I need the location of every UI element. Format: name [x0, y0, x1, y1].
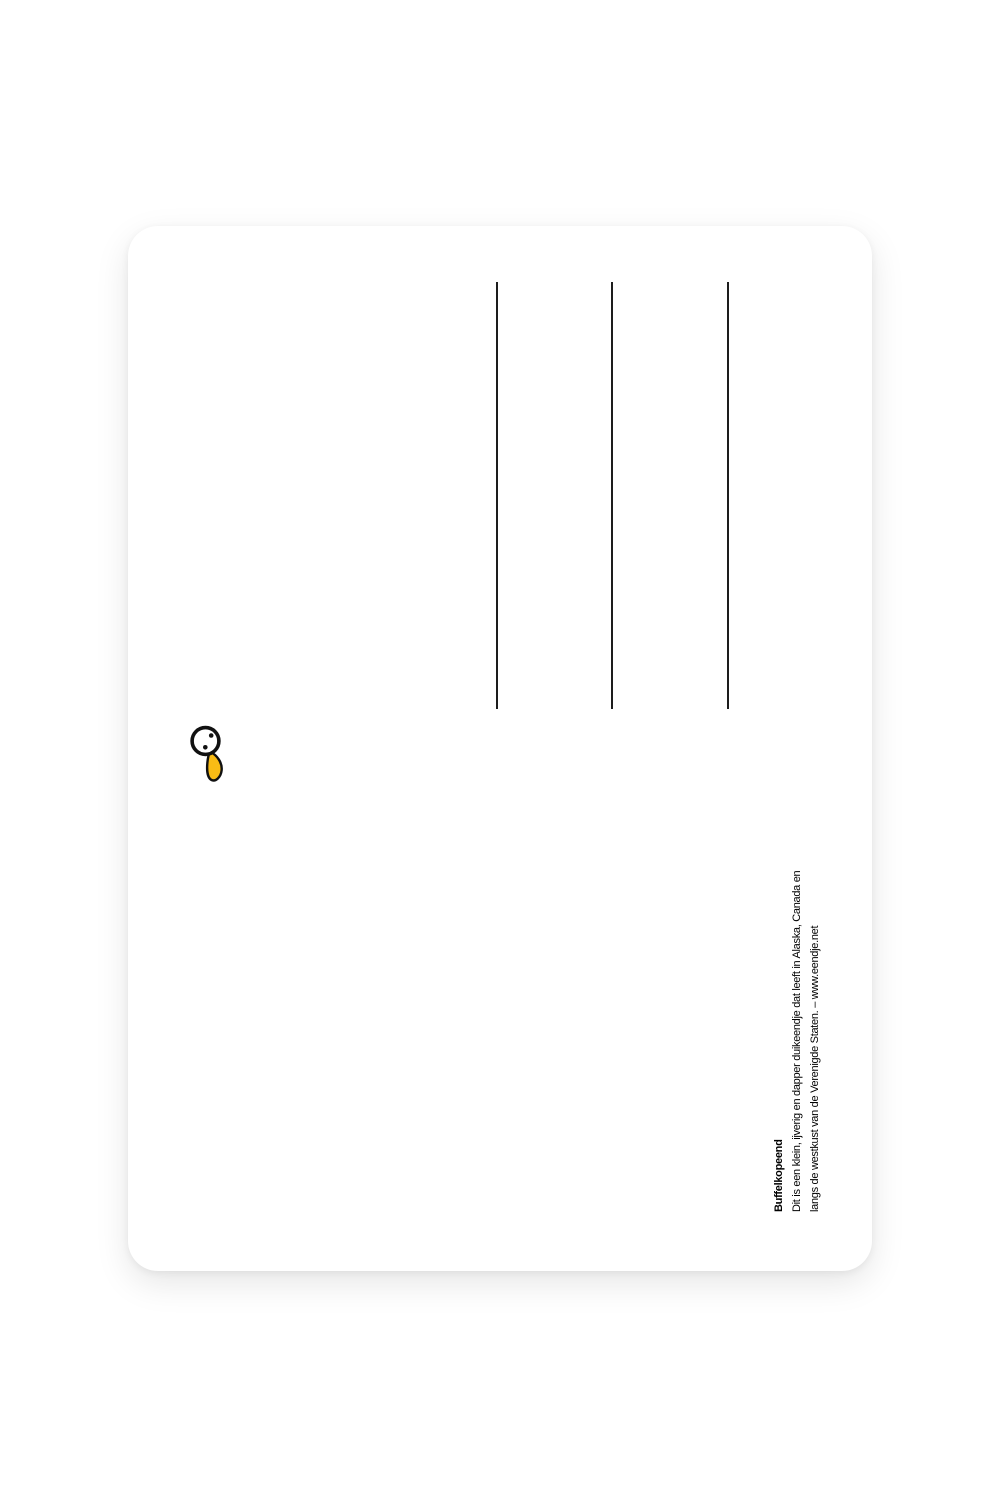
description-line-2: langs de westkust van de Verenigde Staten. – www.eendje.net — [809, 925, 821, 1212]
description-line-1: Dit is een klein, ijverig en dapper duikeendje dat leeft in Alaska, Canada en — [791, 870, 803, 1212]
duck-beak — [207, 752, 222, 781]
duck-logo-icon — [178, 715, 238, 795]
duck-eye-right — [209, 733, 214, 738]
duck-eye-left — [203, 745, 208, 750]
address-line-3 — [727, 282, 729, 709]
postcard — [128, 226, 872, 1271]
caption-block — [770, 871, 824, 1212]
species-title: Buffelkopeend — [773, 1139, 785, 1212]
address-line-2 — [611, 282, 613, 709]
address-line-1 — [496, 282, 498, 709]
duck-head — [192, 728, 219, 755]
